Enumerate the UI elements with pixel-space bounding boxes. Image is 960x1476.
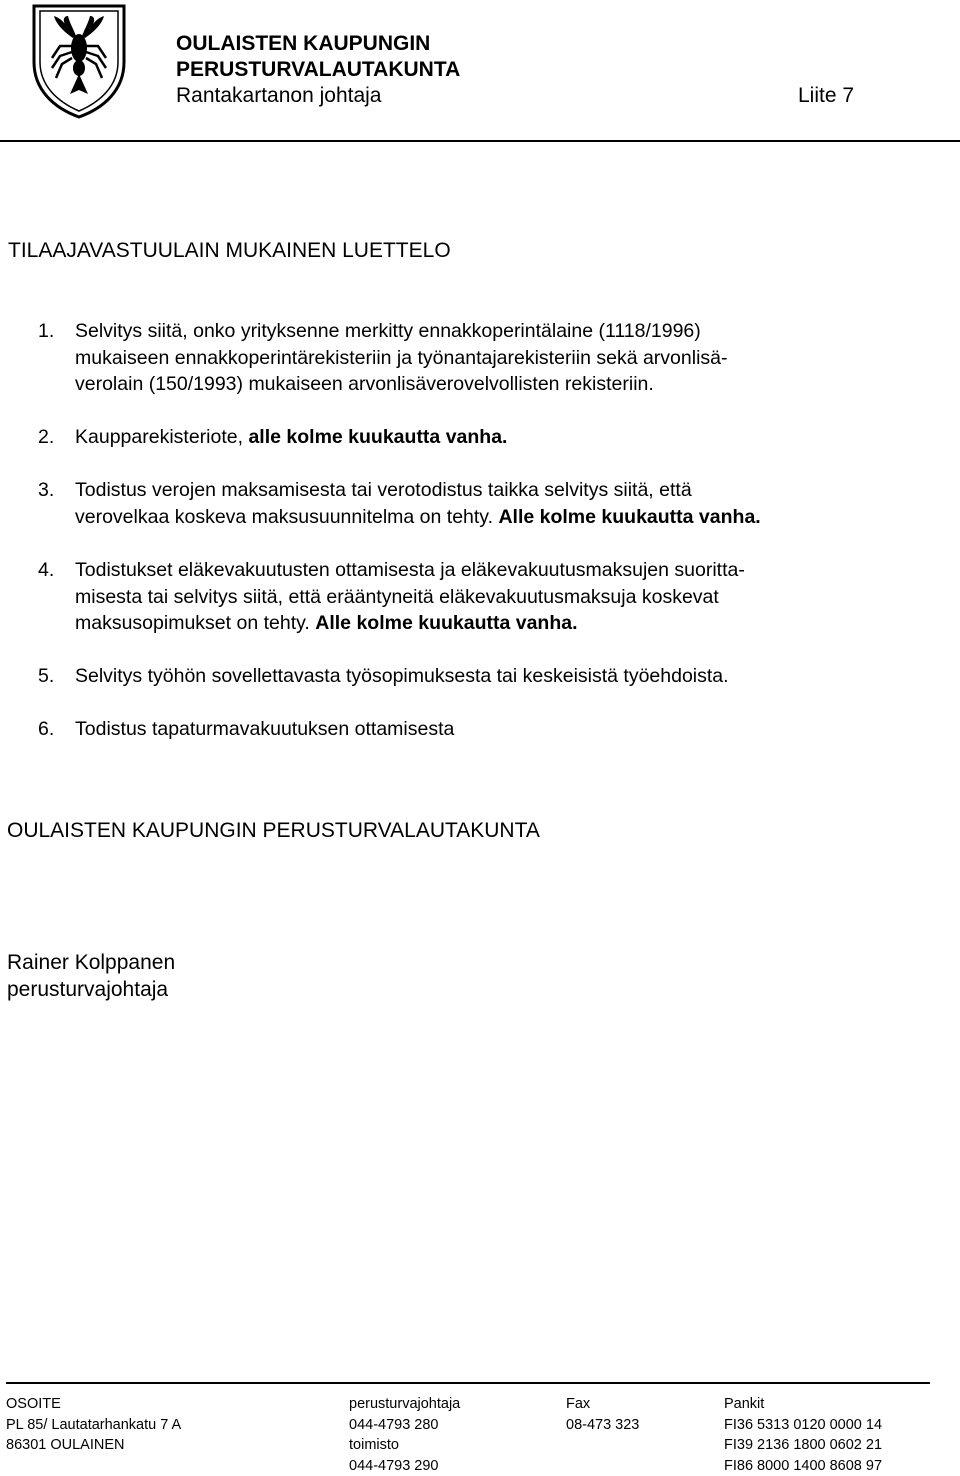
attachment-label: Liite 7 bbox=[798, 83, 854, 109]
footer-phone-label: toimisto bbox=[349, 1435, 460, 1456]
item-line: Selvitys siitä, onko yrityksenne merkitty ennakkoperintälaine (1118/1996) bbox=[75, 318, 955, 345]
footer-bank-account: FI36 5313 0120 0000 14 bbox=[724, 1415, 882, 1436]
item-text bbox=[75, 716, 955, 743]
header-board: PERUSTURVALAUTAKUNTA bbox=[176, 57, 460, 83]
item-text bbox=[75, 318, 955, 398]
item-text bbox=[75, 424, 955, 451]
item-line: verovelkaa koskeva maksusuunnitelma on tehty. bbox=[75, 506, 493, 528]
item-number: 2. bbox=[38, 424, 54, 451]
footer-phones bbox=[349, 1394, 460, 1476]
item-number: 3. bbox=[38, 477, 54, 504]
footer-banks-label: Pankit bbox=[724, 1394, 882, 1415]
footer-fax-label: Fax bbox=[566, 1394, 639, 1415]
item-line: Todistus tapaturmavakuutuksen ottamisesta bbox=[75, 716, 955, 743]
item-line: Todistus verojen maksamisesta tai verotodistus taikka selvitys siitä, että bbox=[75, 477, 955, 504]
municipal-crest-logo bbox=[30, 2, 128, 120]
item-line: Todistukset eläkevakuutusten ottamisesta ja eläkevakuutusmaksujen suoritta- bbox=[75, 557, 955, 584]
item-line: misesta tai selvitys siitä, että erääntyneitä eläkevakuutusmaksuja koskevat bbox=[75, 584, 955, 611]
item-number: 1. bbox=[38, 318, 54, 345]
item-emphasis: Alle kolme kuukautta vanha. bbox=[315, 612, 577, 634]
footer-address bbox=[6, 1394, 181, 1456]
footer-fax-number: 08-473 323 bbox=[566, 1415, 639, 1436]
item-text bbox=[75, 663, 955, 690]
item-line: verolain (150/1993) mukaiseen arvonlisäverovelvollisten rekisteriin. bbox=[75, 371, 955, 398]
header-organization: OULAISTEN KAUPUNGIN bbox=[176, 31, 430, 57]
signature-organization: OULAISTEN KAUPUNGIN PERUSTURVALAUTAKUNTA bbox=[7, 818, 540, 844]
item-text bbox=[75, 477, 955, 530]
item-number: 6. bbox=[38, 716, 54, 743]
header-subtitle: Rantakartanon johtaja bbox=[176, 83, 381, 109]
footer-phone-label: perusturvajohtaja bbox=[349, 1394, 460, 1415]
item-emphasis: Alle kolme kuukautta vanha. bbox=[498, 506, 760, 528]
footer-fax bbox=[566, 1394, 639, 1435]
item-line: Kaupparekisteriote, bbox=[75, 426, 243, 448]
footer-address-line: 86301 OULAINEN bbox=[6, 1435, 181, 1456]
footer-address-line: PL 85/ Lautatarhankatu 7 A bbox=[6, 1415, 181, 1436]
item-line: Selvitys työhön sovellettavasta työsopimuksesta tai keskeisistä työehdoista. bbox=[75, 663, 955, 690]
item-number: 4. bbox=[38, 557, 54, 584]
item-line: mukaiseen ennakkoperintärekisteriin ja työnantajarekisteriin sekä arvonlisä- bbox=[75, 345, 955, 372]
footer-phone-number: 044-4793 280 bbox=[349, 1415, 460, 1436]
footer-phone-number: 044-4793 290 bbox=[349, 1456, 460, 1476]
signer-name: Rainer Kolppanen bbox=[7, 950, 175, 976]
item-text bbox=[75, 557, 955, 637]
item-line: maksusopimukset on tehty. bbox=[75, 612, 310, 634]
footer-banks bbox=[724, 1394, 882, 1476]
item-number: 5. bbox=[38, 663, 54, 690]
footer-bank-account: FI39 2136 1800 0602 21 bbox=[724, 1435, 882, 1456]
footer-divider bbox=[6, 1382, 930, 1384]
item-emphasis: alle kolme kuukautta vanha. bbox=[248, 426, 507, 448]
footer-bank-account: FI86 8000 1400 8608 97 bbox=[724, 1456, 882, 1476]
header-divider bbox=[0, 140, 960, 142]
signer-title: perusturvajohtaja bbox=[7, 977, 168, 1003]
document-title: TILAAJAVASTUULAIN MUKAINEN LUETTELO bbox=[8, 238, 451, 264]
footer-address-label: OSOITE bbox=[6, 1394, 181, 1415]
